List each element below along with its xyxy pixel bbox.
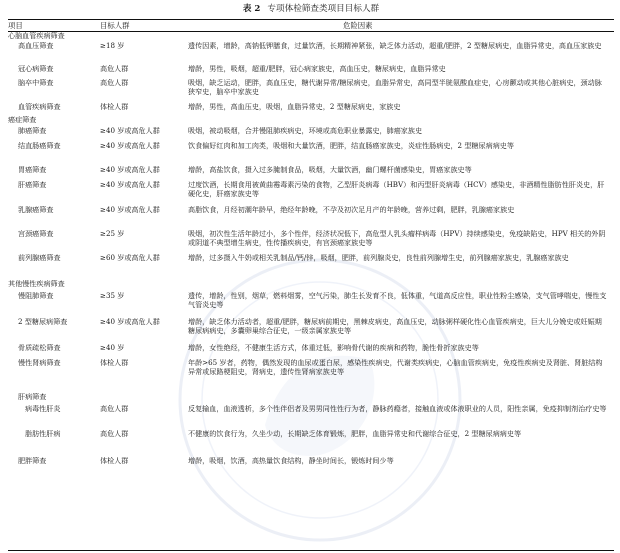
- item-cell: 冠心病筛查: [18, 64, 54, 73]
- risk-cell: 吸烟，缺乏运动，肥胖，高血压史，糖代谢异常/糖尿病史，血脂异常史，高同型半胱氨酸血症史，心房颤动或其他心脏病史，颈动脉狭窄史，脑卒中家族史: [188, 78, 602, 96]
- risk-cell: 增龄，女性绝经，不健康生活方式，体重过低，影响骨代谢的疾病和药物，脆性骨折家族史等: [188, 343, 479, 352]
- target-cell: ≥25 岁: [100, 229, 125, 238]
- table-row: [8, 142, 614, 166]
- risk-cell: 增龄，高盐饮食，摄入过多腌制食品，吸烟，大量饮酒，幽门螺杆菌感染史，胃癌家族史等: [188, 165, 472, 174]
- table-row: [8, 181, 614, 206]
- target-cell: ≥40 岁或高危人群: [100, 205, 160, 214]
- header-risk: 危险因素: [343, 21, 373, 30]
- risk-cell: 遗传因素，增龄，高钠低钾膳食，过量饮酒，长期精神紧张，缺乏体力活动，超重/肥胖，2 型糖尿病史，血脂异常史，高血压家族史: [188, 41, 602, 50]
- risk-cell: 年龄>65 岁者，药物，偶然发现的血尿或蛋白尿，感染性疾病史，代谢类疾病史，心脑血管疾病史，免疫性疾病史及肾脏、肾脏结构异常或尿路梗阻史，肾病史，遗传性肾病家族史等: [188, 358, 603, 376]
- item-cell: 肝病筛查: [18, 392, 47, 401]
- target-cell: ≥60 岁或高危人群: [100, 253, 160, 262]
- target-cell: 高危人群: [100, 404, 129, 413]
- item-cell: 心脑血管疾病筛查: [8, 31, 65, 40]
- item-cell: 慢阻肺筛查: [18, 291, 54, 300]
- table-caption: [8, 3, 614, 15]
- target-cell: 高危人群: [100, 64, 129, 73]
- table-row: [8, 127, 614, 142]
- table-row: [8, 405, 614, 430]
- target-cell: 体检人群: [100, 358, 129, 367]
- item-cell: 癌症筛查: [8, 115, 37, 124]
- table-title: 专项体检筛查类项目目标人群: [267, 4, 380, 14]
- table-body: [8, 32, 614, 472]
- item-cell: 病毒性肝炎: [25, 404, 61, 413]
- target-cell: ≥35 岁: [100, 291, 125, 300]
- target-cell: ≥40 岁或高危人群: [100, 165, 160, 174]
- risk-cell: 反复输血，血液透析，多个性伴侣者及男男同性性行为者，静脉药瘾者，接触血液或体液职业的人员，阳性亲属，免疫抑制剂治疗史等: [188, 404, 607, 413]
- target-cell: 高危人群: [100, 78, 129, 87]
- top-rule: [8, 19, 614, 20]
- target-cell: ≥40 岁或高危人群: [100, 180, 160, 189]
- table-row: [8, 103, 614, 116]
- item-cell: 肺癌筛查: [18, 126, 47, 135]
- item-cell: 2 型糖尿病筛查: [18, 317, 68, 326]
- item-cell: 肝癌筛查: [18, 180, 47, 189]
- item-cell: 胃癌筛查: [18, 165, 47, 174]
- item-cell: 脑卒中筛查: [18, 78, 54, 87]
- risk-cell: 增龄，吸烟，饮酒，高热量饮食结构，静坐时间长，锻炼时间少等: [188, 456, 394, 465]
- table-row: [8, 318, 614, 344]
- item-cell: 慢性肾病筛查: [18, 358, 61, 367]
- target-cell: 体检人群: [100, 456, 129, 465]
- item-cell: 高血压筛查: [18, 41, 54, 50]
- item-cell: 脂肪性肝病: [25, 429, 61, 438]
- risk-cell: 过度饮酒，长期食用被黄曲霉毒素污染的食物，乙型肝炎病毒（HBV）和丙型肝炎病毒（HCV）感染史，非酒精性脂肪性肝炎史，肝硬化史，肝癌家族史等: [188, 180, 605, 198]
- bottom-rule: [8, 550, 614, 551]
- table-row: [8, 254, 614, 280]
- risk-cell: 吸烟，初次性生活年龄过小，多个性伴，经济状况低下，高危型人乳头瘤样病毒（HPV）持续感染史，免疫缺陷史，HPV 相关的外阴或阴道不典型增生病史，性传播疾病史，有宫颈癌家族史等: [188, 229, 606, 247]
- item-cell: 结直肠癌筛查: [18, 141, 61, 150]
- table-row: [8, 457, 614, 472]
- risk-cell: 增龄，男性，吸烟，超重/肥胖，冠心病家族史，高血压史，糖尿病史，血脂异常史: [188, 64, 446, 73]
- table-row: [8, 230, 614, 254]
- risk-cell: 不健康的饮食行为，久坐少动，长期缺乏体育锻炼，肥胖，血脂异常史和代谢综合征史，2 型糖尿病病史等: [188, 429, 522, 438]
- table-number: 表 2: [242, 4, 261, 14]
- target-cell: ≥40 岁或高危人群: [100, 141, 160, 150]
- table-row: [8, 430, 614, 457]
- target-cell: ≥40 岁: [100, 343, 125, 352]
- target-cell: ≥18 岁: [100, 41, 125, 50]
- target-cell: 体检人群: [100, 102, 129, 111]
- header-item: 项目: [8, 21, 23, 30]
- item-cell: 其他慢性疾病筛查: [8, 279, 65, 288]
- risk-cell: 吸烟，被动吸烟，合并慢阻肺疾病史，环境或高危职业暴露史，肺癌家族史: [188, 126, 423, 135]
- table-row: [8, 166, 614, 181]
- risk-cell: 饮食偏好红肉和加工肉类，吸烟和大量饮酒，肥胖，结直肠癌家族史，炎症性肠病史，2 型糖尿病病史等: [188, 141, 514, 150]
- table-row: [8, 65, 614, 79]
- item-cell: 前列腺癌筛查: [18, 253, 61, 262]
- item-cell: 宫颈癌筛查: [18, 229, 54, 238]
- table-row: [8, 42, 614, 65]
- risk-cell: 遗传，增龄，性别，烟草，燃料烟雾，空气污染，肺生长发育不良，低体重，气道高反应性，职业性粉尘感染，支气管哮喘史，慢性支气管炎史等: [188, 291, 607, 309]
- target-cell: ≥40 岁或高危人群: [100, 126, 160, 135]
- item-cell: 血管疾病筛查: [18, 102, 61, 111]
- table-row: [8, 344, 614, 359]
- table-row: [8, 79, 614, 103]
- table-row: [8, 292, 614, 318]
- table-row: [8, 206, 614, 230]
- header-target: 目标人群: [100, 21, 130, 30]
- table-row: [8, 359, 614, 393]
- target-cell: ≥40 岁或高危人群: [100, 317, 160, 326]
- risk-cell: 高脂饮食，月经初潮年龄早，绝经年龄晚，不孕及初次足月产的年龄晚，营养过剩，肥胖，乳腺癌家族史: [188, 205, 515, 214]
- risk-cell: 增龄，男性，高血压史，吸烟，血脂异常史，2 型糖尿病史，家族史: [188, 102, 401, 111]
- risk-cell: 增龄，过多摄入牛奶或相关乳制品/钙/锌，吸烟，肥胖，前列腺炎史，良性前列腺增生史，前列腺癌家族史，乳腺癌家族史: [188, 253, 569, 262]
- item-cell: 肥胖筛查: [18, 456, 47, 465]
- item-cell: 乳腺癌筛查: [18, 205, 54, 214]
- item-cell: 骨质疏松筛查: [18, 343, 61, 352]
- target-cell: 高危人群: [100, 429, 129, 438]
- risk-cell: 增龄，缺乏体力活动者，超重/肥胖，糖尿病前期史，黑棘皮病史，高血压史，动脉粥样硬化性心血管疾病史，巨大儿分娩史或妊娠期糖尿病病史，多囊卵巢综合征史，一级亲属家族史等: [188, 317, 602, 335]
